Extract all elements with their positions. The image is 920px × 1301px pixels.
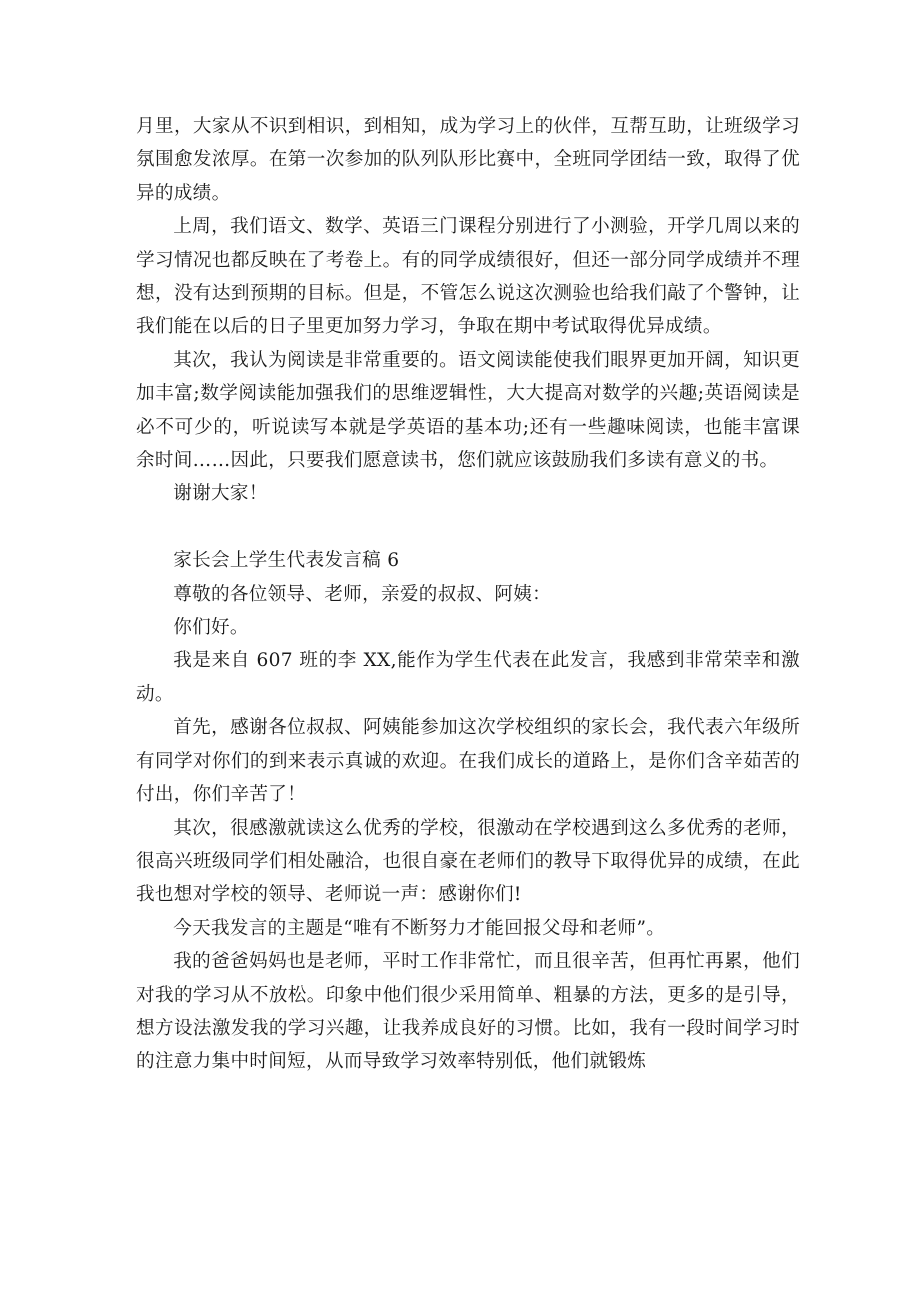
paragraph-theme: 今天我发言的主题是“唯有不断努力才能回报父母和老师”。	[173, 917, 666, 939]
section-title: 家长会上学生代表发言稿 6	[173, 550, 400, 572]
paragraph-continuation: 月里，大家从不识到相识，到相知，成为学习上的伙伴，互帮互助，让班级学习氛围愈发浓厚。在第一次参加的队列队形比赛中，全班同学团结一致，取得了优异的成绩。	[136, 116, 800, 204]
greeting: 你们好。	[173, 617, 249, 639]
paragraph-welcome: 首先，感谢各位叔叔、阿姨能参加这次学校组织的家长会，我代表六年级所有同学对你们的到来表示真诚的欢迎。在我们成长的道路上，是你们含辛茹苦的付出，你们辛苦了！	[136, 717, 800, 806]
paragraph-thanks: 谢谢大家！	[173, 483, 268, 505]
paragraph-parents: 我的爸爸妈妈也是老师，平时工作非常忙，而且很辛苦，但再忙再累，他们对我的学习从不放松。印象中他们很少采用简单、粗暴的方法，更多的是引导，想方设法激发我的学习兴趣，让我养成良好的习惯。比如，我有一段时间学习时的注意力集中时间短，从而导致学习效率特别低，他们就锻炼	[136, 951, 800, 1073]
paragraph-quiz: 上周，我们语文、数学、英语三门课程分别进行了小测验，开学几周以来的学习情况也都反映在了考卷上。有的同学成绩很好，但还一部分同学成绩并不理想，没有达到预期的目标。但是，不管怎么说这次测验也给我们敲了个警钟，让我们能在以后的日子里更加努力学习，争取在期中考试取得优异成绩。	[136, 216, 800, 338]
document-body	[136, 110, 800, 1079]
section-spacer	[136, 511, 800, 544]
paragraph-intro: 我是来自 607 班的李 XX,能作为学生代表在此发言，我感到非常荣幸和激动。	[136, 650, 800, 705]
paragraph-gratitude: 其次，很感激就读这么优秀的学校，很激动在学校遇到这么多优秀的老师，很高兴班级同学们相处融洽，也很自豪在老师们的教导下取得优异的成绩，在此我也想对学校的领导、老师说一声：感谢你们!	[136, 817, 800, 906]
salutation: 尊敬的各位领导、老师，亲爱的叔叔、阿姨：	[173, 583, 552, 605]
paragraph-reading: 其次，我认为阅读是非常重要的。语文阅读能使我们眼界更加开阔，知识更加丰富;数学阅读能加强我们的思维逻辑性，大大提高对数学的兴趣;英语阅读是必不可少的，听说读写本就是学英语的基本功;还有一些趣味阅读，也能丰富课余时间……因此，只要我们愿意读书，您们就应该鼓励我们多读有意义的书。	[136, 349, 800, 472]
